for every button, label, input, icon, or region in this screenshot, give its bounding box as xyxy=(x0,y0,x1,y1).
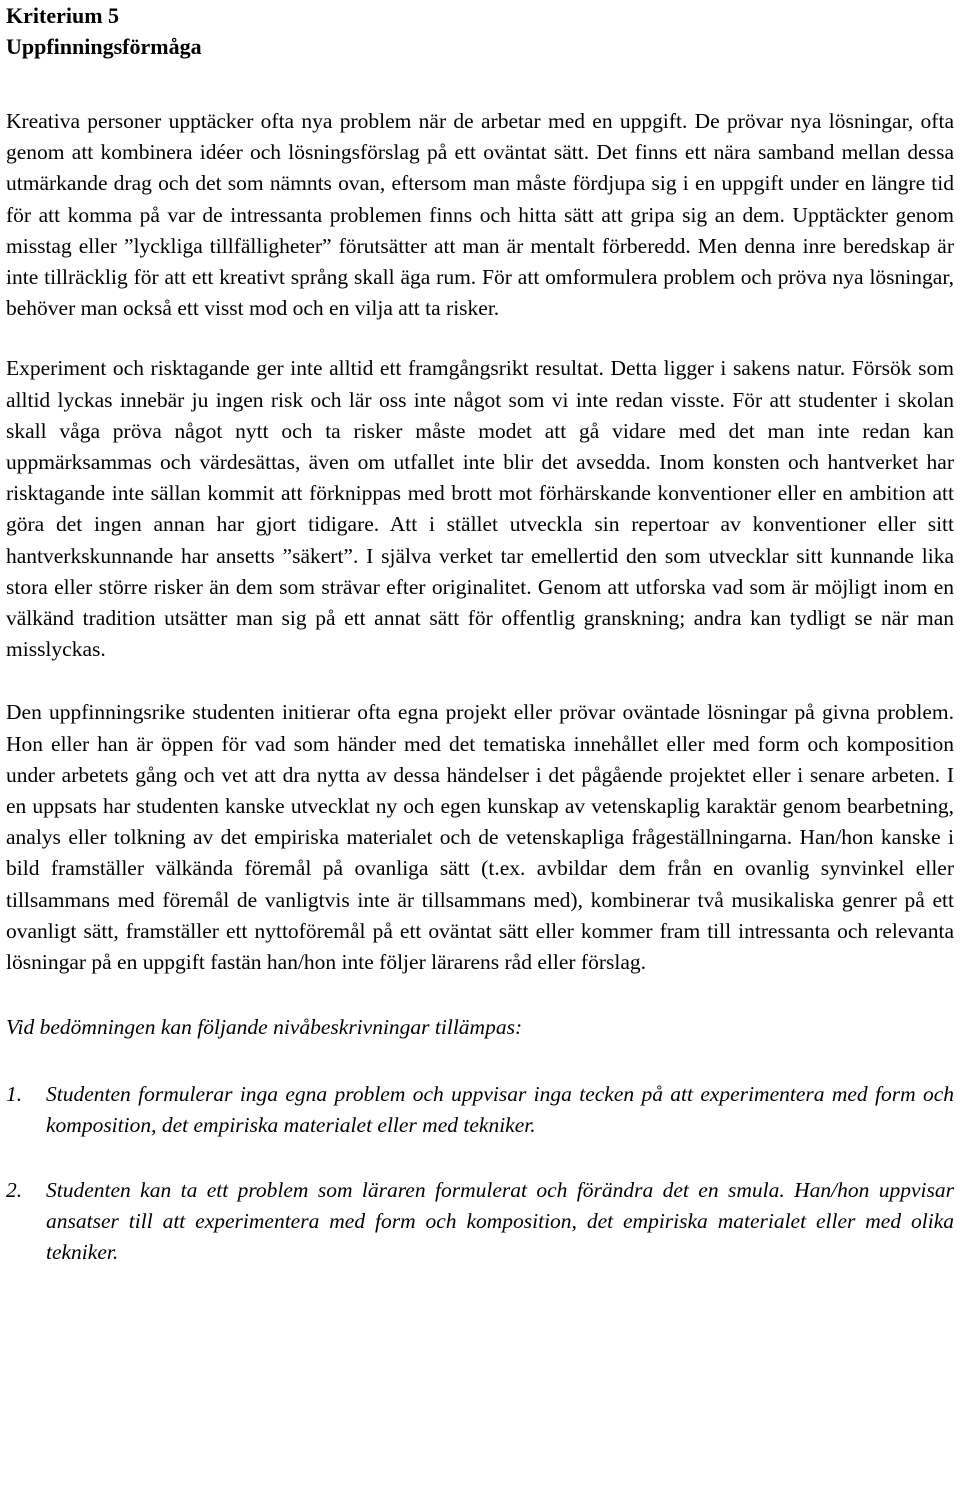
level-descriptions-list xyxy=(6,1079,954,1268)
level-item xyxy=(6,1175,954,1269)
paragraph-inventive-student: Den uppfinningsrike studenten initierar ofta egna projekt eller prövar oväntade lösningar på givna problem. Hon eller han är öppen för vad som händer med det tematiska innehållet eller med form och komposition under arbetets gång och vet att dra nytta av dessa händelser i det pågående projektet eller i senare arbeten. I en uppsats har studenten kanske utvecklat ny och egen kunskap av vetenskaplig karaktär genom bearbetning, analys eller tolkning av det empiriska materialet och de vetenskapliga frågeställningarna. Han/hon kanske i bild framställer välkända föremål på ovanliga sätt (t.ex. avbildar dem från en ovanlig synvinkel eller tillsammans med föremål de vanligtvis inte är tillsammans med), kombinerar två musikaliska genrer på ett ovanligt sätt, framställer ett nyttoföremål på ett oväntat sätt eller kommer fram till intressanta och relevanta lösningar på en uppgift fastän han/hon inte följer lärarens råd eller förslag. xyxy=(6,700,954,975)
document-page xyxy=(6,0,954,1268)
criterion-number-heading: Kriterium 5 xyxy=(6,3,120,28)
criterion-title-heading: Uppfinningsförmåga xyxy=(6,34,202,59)
level-number: 1. xyxy=(6,1082,23,1107)
level-text: Studenten formulerar inga egna problem och uppvisar inga tecken på att experimentera med form och komposition, det empiriska materialet eller med tekniker. xyxy=(46,1082,954,1138)
paragraph-creative-persons: Kreativa personer upptäcker ofta nya problem när de arbetar med en uppgift. De prövar nya lösningar, ofta genom att kombinera idéer och lösningsförslag på ett oväntat sätt. Det finns ett nära samband mellan dessa utmärkande drag och det som nämnts ovan, eftersom man måste fördjupa sig i en uppgift under en längre tid för att komma på var de intressanta problemen finns och hitta sätt att gripa sig an dem. Upptäckter genom misstag eller ”lyckliga tillfälligheter” förutsätter att man är mentalt förberedd. Men denna inre beredskap är inte tillräcklig för att ett kreativt språng skall äga rum. För att omformulera problem och pröva nya lösningar, behöver man också ett visst mod och en vilja att ta risker. xyxy=(6,109,954,321)
level-number: 2. xyxy=(6,1177,23,1202)
levels-intro: Vid bedömningen kan följande nivåbeskrivningar tillämpas: xyxy=(6,1015,523,1040)
level-item xyxy=(6,1079,954,1141)
paragraph-experiment-risk: Experiment och risktagande ger inte alltid ett framgångsrikt resultat. Detta ligger i sakens natur. Försök som alltid lyckas innebär ju ingen risk och lär oss inte något som vi inte redan visste. För att studenter i skolan skall våga pröva något nytt och ta risker måste modet att gå vidare med det man inte redan kan uppmärksammas och värdesättas, även om utfallet inte blir det avsedda. Inom konsten och hantverket har risktagande inte sällan kommit att förknippas med brott mot förhärskande konventioner eller en ambition att göra det ingen annan har gjort tidigare. Att i stället utveckla sin repertoar av konventioner eller sitt hantverkskunnande har ansetts ”säkert”. I själva verket tar emellertid den som utvecklar sitt kunnande lika stora eller större risker än dem som strävar efter originalitet. Genom att utforska vad som är möjligt inom en välkänd tradition utsätter man sig på ett annat sätt för offentlig granskning; andra kan tydligt se när man misslyckas. xyxy=(6,356,954,662)
level-text: Studenten kan ta ett problem som läraren formulerat och förändra det en smula. Han/hon uppvisar ansatser till att experimentera med form och komposition, det empiriska materialet eller med olika tekniker. xyxy=(46,1177,954,1265)
